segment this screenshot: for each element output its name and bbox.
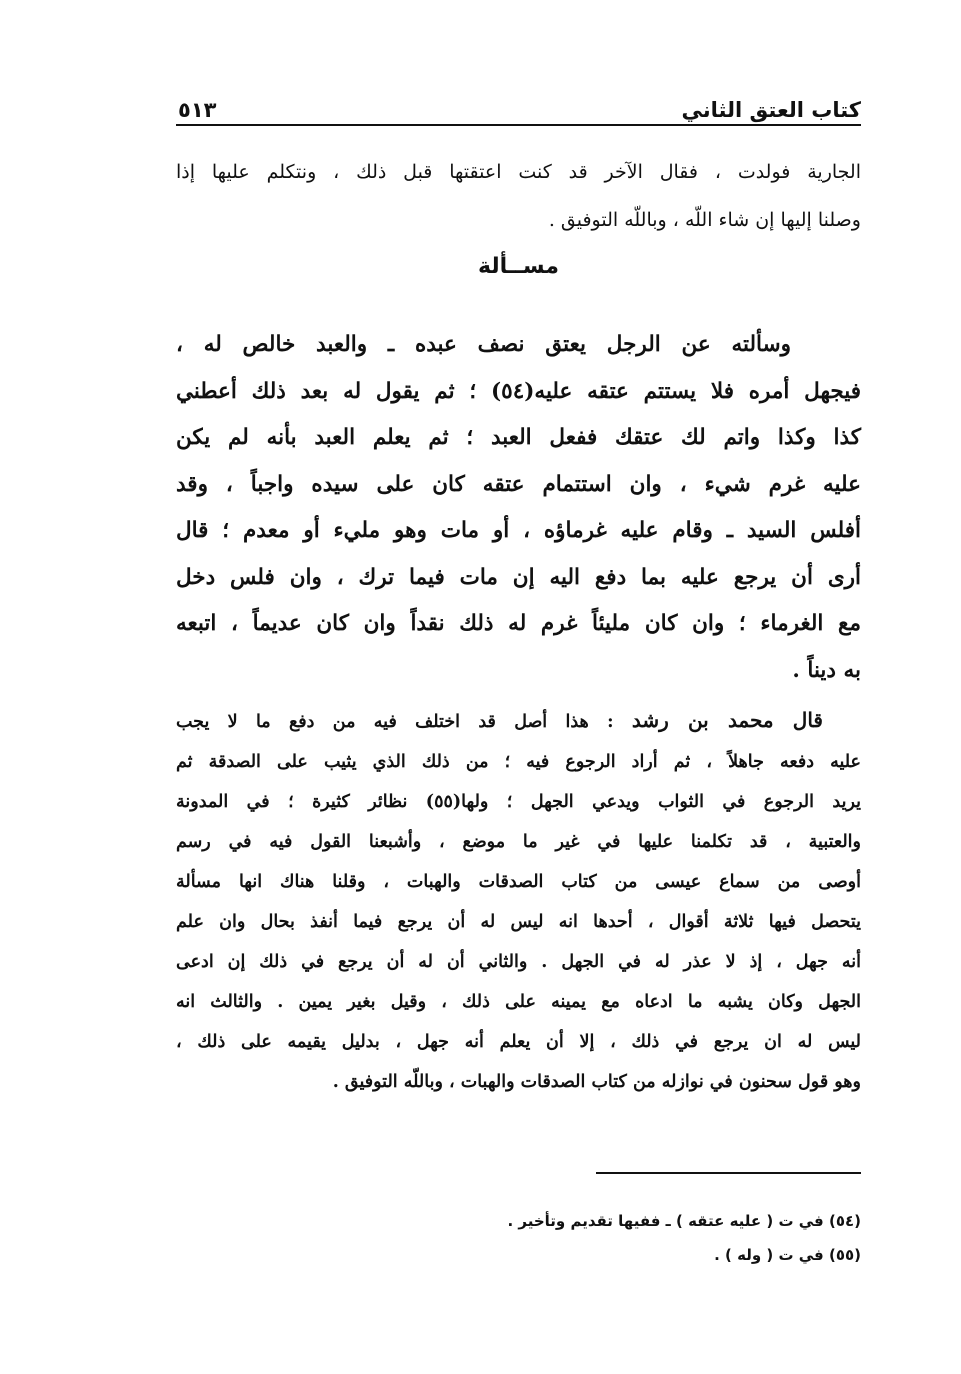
text-line: عليه غرم شيء ، وان استتمام عتقه كان على سيده واجباً ، وقد [176,471,861,497]
question-paragraph [176,322,861,694]
text-line: الجهل وكان يشبه ما ادعاه مع يمينه على ذلك ، وقيل بغير يمين . والثالث انه [176,992,861,1012]
page-number: ٥١٣ [178,98,217,122]
text-line: مع الغرماء ؛ وان كان مليئاً غرم له ذلك نقداً وان كان عديماً ، اتبعه [176,611,861,636]
text-line: كذا وكذا واتم لك عتقك ففعل العبد ؛ ثم يعلم العبد بأنه لم يكن [176,425,861,450]
text-line: أرى أن يرجع عليه بما دفع اليه إن مات فيما ترك ، وان فلس دخل [176,564,861,590]
text-line: والعتبية ، قد تكلمنا عليها في غير ما موضع ، وأشبعنا القول فيه في رسم [176,832,861,852]
footnote-rule [596,1172,861,1174]
footnote: (٥٤) في ت ( عليه عتقه ) ـ ففيها تقديم وتأخير . [507,1212,861,1230]
text-line: فيجهل أمره فلا يستتم عتقه عليه(٥٤) ؛ ثم يقول له بعد ذلك أعطني [176,378,861,404]
text-line: أفلس السيد ـ وقام عليه غرماؤه ، أو مات وهو مليء أو معدم ؛ قال [176,518,861,543]
running-head: كتاب العتق الثاني [681,98,861,122]
answer-paragraph [176,700,861,1102]
text-line: عليه دفعه جاهلاً ، ثم أراد الرجوع فيه ؛ من ذلك الذي يثيب على الصدقة ثم [176,752,861,772]
text-line: وصلنا إليها إن شاء اللّه ، وباللّه التوفيق . [548,209,861,231]
footnotes [176,1204,861,1272]
intro-paragraph [176,148,861,244]
text-line: أوصى من سماع عيسى من كتاب الصدقات والهبات ، وقلنا هناك انها مسألة [176,872,861,892]
speaker-label: قال محمد بن رشد [631,708,823,732]
text-line [176,700,861,742]
text-line: يريد الرجوع في الثواب ويدعي الجهل ؛ ولها(٥٥) نظائر كثيرة ؛ في المدونة [176,792,861,812]
text-line: به ديناً . [792,657,861,683]
footnote: (٥٥) في ت ( وله ) . [714,1246,861,1264]
section-heading: مســألة [478,254,559,279]
text-line: أنه جهل ، إذ لا عذر له في الجهل . والثاني أن له أن يرجع في ذلك إن ادعى [176,952,861,972]
page-header [178,82,861,122]
text-line: يتحصل فيها ثلاثة أقوال ، أحدها انه ليس له أن يرجع فيما أنفذ بحال وان علم [176,912,861,932]
header-rule [176,124,861,126]
text-line: ليس له ان يرجع في ذلك ، إلا أن يعلم أنه جهل ، بدليل يقيمه على ذلك ، [176,1032,861,1052]
text-line: الجارية فولدت ، فقال الآخر قد كنت اعتقتها قبل ذلك ، ونتكلم عليها إذا [176,161,861,183]
text-line: وهو قول سحنون في نوازله من كتاب الصدقات والهبات ، وباللّه التوفيق . [332,1072,861,1092]
text-line: وسألته عن الرجل يعتق نصف عبده ـ والعبد خالص له ، [176,332,791,357]
answer-first-line-text: : هذا أصل قد اختلف فيه من دفع ما لا يجب [176,712,632,732]
